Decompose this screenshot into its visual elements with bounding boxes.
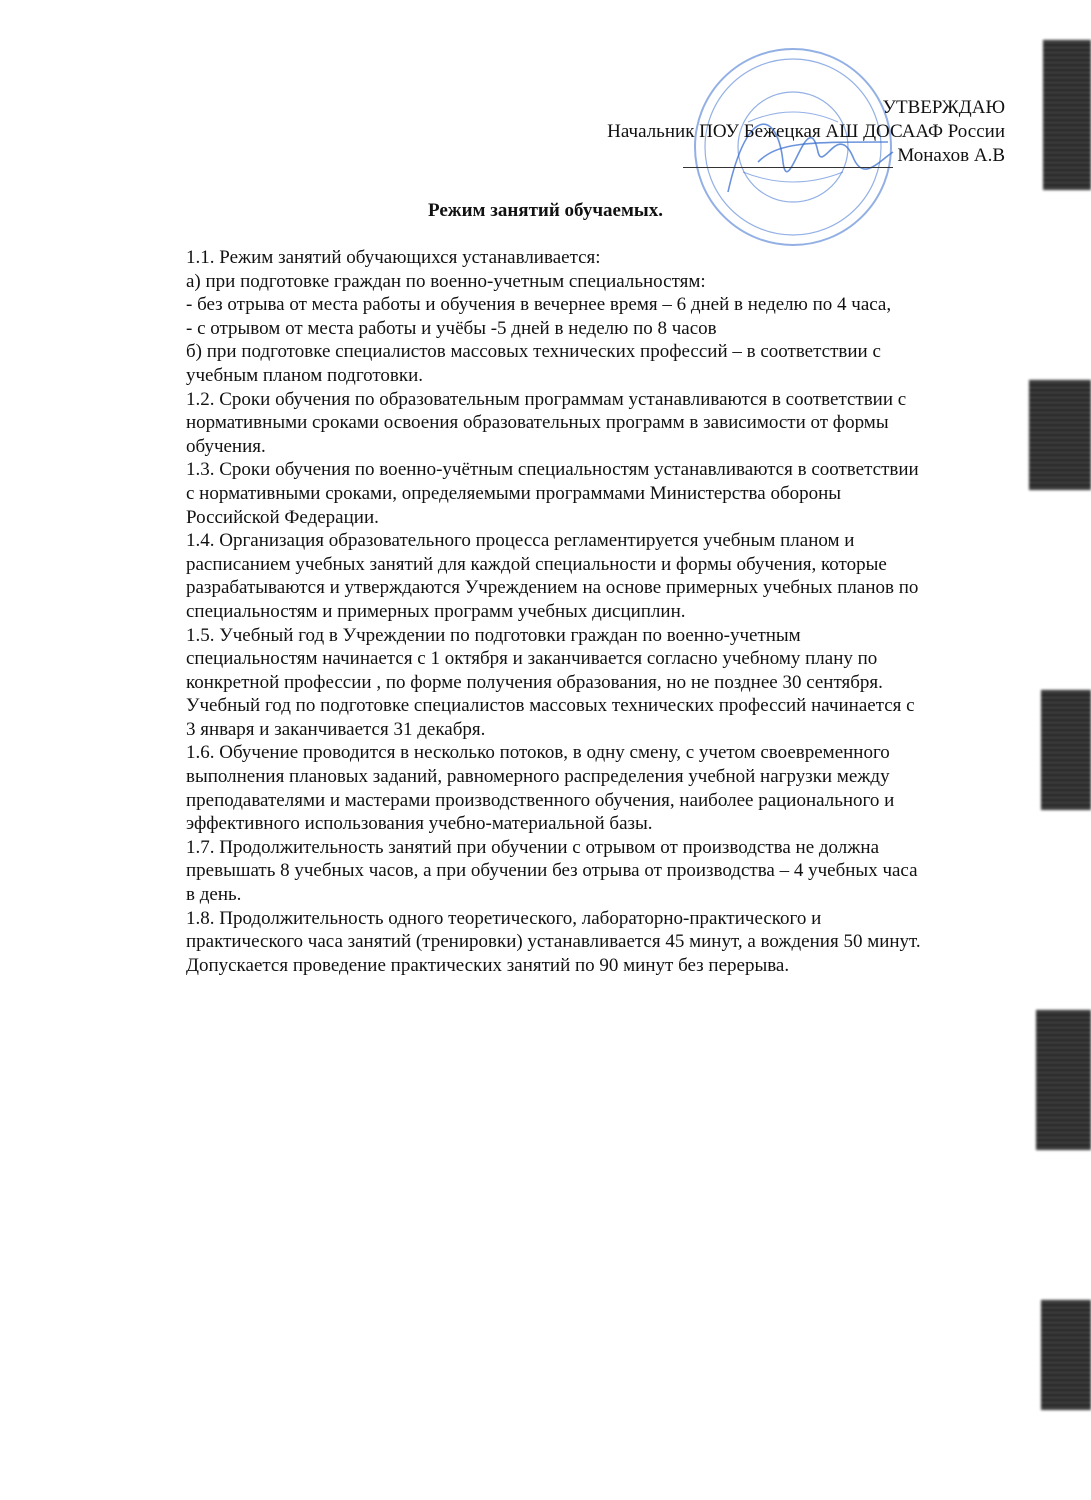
signatory-name: Монахов А.В [897,145,1005,166]
text-line: - с отрывом от места работы и учёбы -5 дней в неделю по 8 часов [186,317,717,339]
text-line: - без отрыва от места работы и обучения в вечернее время – 6 дней в неделю по 4 часа, [186,294,892,316]
text-line: практического часа занятий (тренировки) устанавливается 45 минут, а вождения 50 минут. [186,931,921,953]
text-line: с нормативными сроками, определяемыми программами Министерства обороны [186,482,842,504]
scan-edge-mark [1036,1010,1091,1150]
text-line: 1.3. Сроки обучения по военно-учётным специальностям устанавливаются в соответствии [186,459,919,481]
text-line: Российской Федерации. [186,506,379,528]
text-line: преподавателями и мастерами производственного обучения, наиболее рационального и [186,789,895,811]
document-title: Режим занятий обучаемых. [428,200,663,221]
approver-position: Начальник ПОУ Бежецкая АШ ДОСААФ России [607,121,1005,142]
text-line: 1.4. Организация образовательного процесса регламентируется учебным планом и [186,530,855,552]
text-line: 3 января и заканчивается 31 декабря. [186,718,486,740]
scan-edge-mark [1041,1300,1091,1410]
text-line: конкретной профессии , по форме получения образования, но не позднее 30 сентября. [186,671,883,693]
text-line: 1.8. Продолжительность одного теоретического, лабораторно-практического и [186,907,822,929]
text-line: нормативными сроками освоения образовательных программ в зависимости от формы [186,412,889,434]
text-line: обучения. [186,435,266,457]
approval-block [607,96,1005,168]
text-line: превышать 8 учебных часов, а при обучении без отрыва от производства – 4 учебных часа [186,860,918,882]
text-line: 1.2. Сроки обучения по образовательным программам устанавливаются в соответствии с [186,388,907,410]
text-line: в день. [186,884,242,906]
text-line: выполнения плановых заданий, равномерного распределения учебной нагрузки между [186,766,890,788]
text-line: учебным планом подготовки. [186,364,424,386]
scan-edge-mark [1041,690,1091,810]
text-line: 1.1. Режим занятий обучающихся устанавливается: [186,247,601,268]
text-line: специальностям начинается с 1 октября и заканчивается согласно учебному плану по [186,648,878,670]
scan-edge-mark [1043,40,1091,190]
text-line: расписанием учебных занятий для каждой специальности и формы обучения, которые [186,553,887,575]
document-body [186,246,1016,977]
text-line: а) при подготовке граждан по военно-учетным специальностям: [186,270,706,292]
text-line: Учебный год по подготовке специалистов массовых технических профессий начинается с [186,695,915,717]
text-line: эффективного использования учебно-материальной базы. [186,813,653,835]
text-line: 1.5. Учебный год в Учреждении по подготовки граждан по военно-учетным [186,624,801,646]
text-line: специальностям и примерных программ учебных дисциплин. [186,600,686,622]
signature-row [607,144,1005,168]
text-line: Допускается проведение практических занятий по 90 минут без перерыва. [186,954,790,976]
signature-line [683,149,893,168]
scan-edge-mark [1029,380,1091,490]
approve-word: УТВЕРЖДАЮ [882,97,1005,118]
text-line: 1.6. Обучение проводится в несколько потоков, в одну смену, с учетом своевременного [186,742,890,764]
text-line: б) при подготовке специалистов массовых технических профессий – в соответствии с [186,341,881,363]
text-line: разрабатываются и утверждаются Учреждением на основе примерных учебных планов по [186,577,919,599]
text-line: 1.7. Продолжительность занятий при обучении с отрывом от производства не должна [186,836,880,858]
